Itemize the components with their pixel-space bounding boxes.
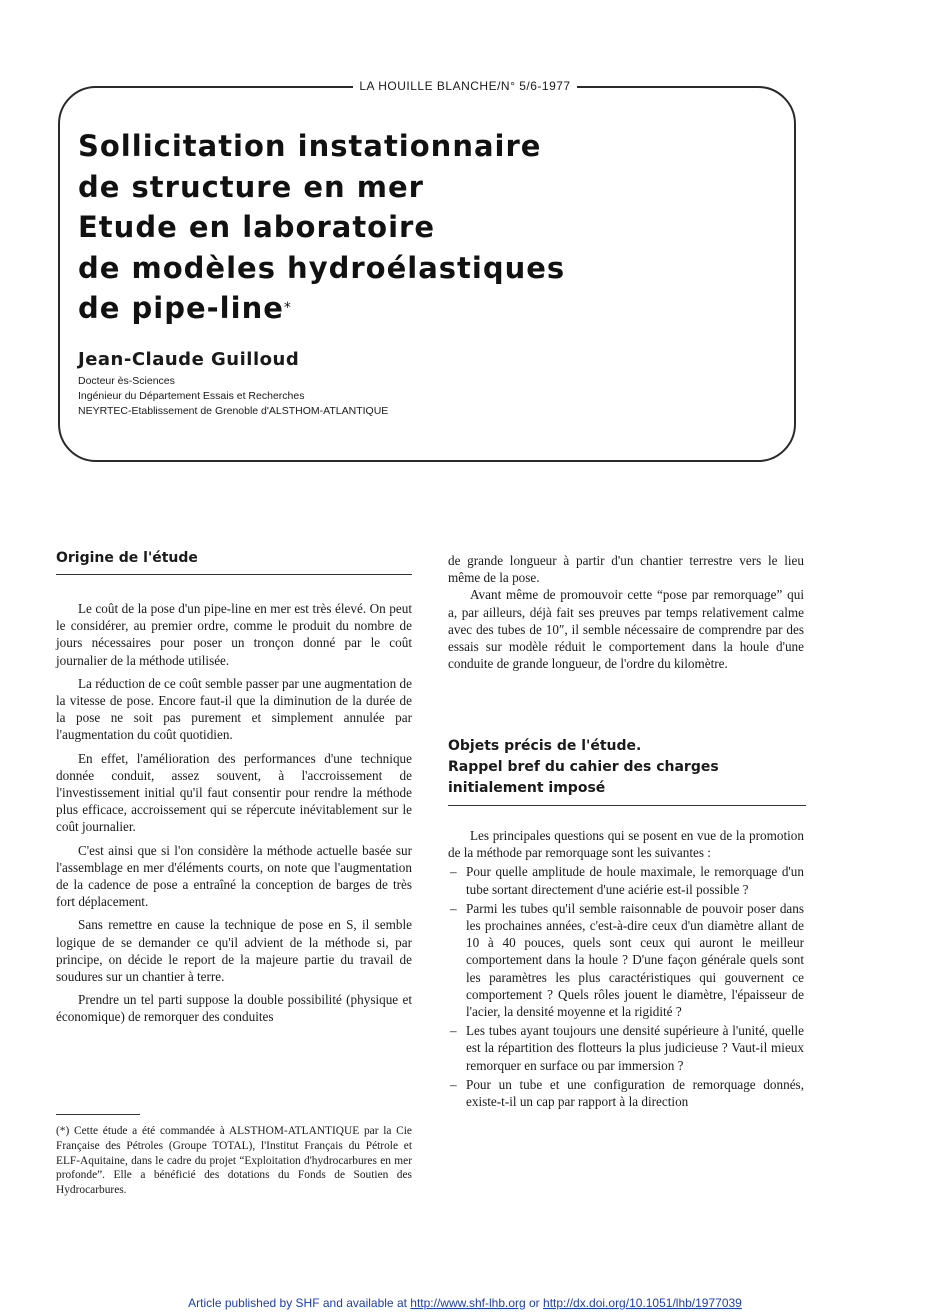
list-item-text: Pour quelle amplitude de houle maximale, le remorquage d'un tube sortant directement d'une aciérie est-il possible ? bbox=[466, 864, 804, 897]
paragraph: C'est ainsi que si l'on considère la méthode actuelle basée sur l'assemblage en mer d'éléments courts, on note que l'augmentation de la cadence de pose a entraîné la conception de barges de très fort déplacement. bbox=[56, 842, 412, 910]
footer-middle: or bbox=[525, 1296, 544, 1310]
list-item-text: Pour un tube et une configuration de remorquage donnés, existe-t-il un cap par rapport à la direction bbox=[466, 1076, 804, 1110]
heading-rule bbox=[56, 574, 412, 575]
footnote-rule bbox=[56, 1114, 140, 1115]
author-name: Jean-Claude Guilloud bbox=[78, 349, 300, 370]
author-affiliations bbox=[78, 374, 388, 419]
paragraph: Avant même de promouvoir cette “pose par remorquage” qui a, par ailleurs, déjà fait ses preuves par temps relativement calme avec des tubes de 10″, il semble nécessaire de comprendre par des essais sur modèle réduit le comportement dans la houle d'une conduite de grande longueur, de l'ordre du kilomètre. bbox=[448, 587, 804, 672]
paragraph: En effet, l'amélioration des performances d'une technique donnée conduit, assez souvent, à l'accroissement de l'investissement initial qu'il faut consentir pour rendre la méthode plus efficace, accroissement qui se répercute inévitablement sur le coût journalier. bbox=[56, 750, 412, 835]
section-heading-origine: Origine de l'étude bbox=[56, 550, 198, 566]
list-item-text: Parmi les tubes qu'il semble raisonnable de pouvoir poser dans les prochaines années, c'est-à-dire ceux d'un diamètre allant de 10 à 40 pouces, quels sont ceux qui auront le meilleur comportement dans la houle ? D'une façon générale quels sont les paramètres les plus caractéristiques qui gouvernent ce comportement ? Quels rôles jouent le diamètre, l'épaisseur de l'acier, la densité moyenne et la rigidité ? bbox=[466, 900, 804, 1020]
heading-line: Rappel bref du cahier des charges bbox=[448, 759, 719, 775]
doi-link[interactable]: http://dx.doi.org/10.1051/lhb/1977039 bbox=[543, 1296, 742, 1310]
footer-prefix: Article published by SHF and available at bbox=[188, 1296, 411, 1310]
shf-link[interactable]: http://www.shf-lhb.org bbox=[410, 1296, 526, 1310]
article-title bbox=[78, 126, 778, 329]
footnote: (*) Cette étude a été commandée à ALSTHOM-ATLANTIQUE par la Cie Française des Pétroles (Groupe TOTAL), l'Institut Français du Pétrole et ELF-Aquitaine, dans le cadre du projet “Exploitation d'hydrocarbures en mer profonde”. Elle a bénéficié des dotations du Fonds de Soutien des Hydrocarbures. bbox=[56, 1125, 412, 1197]
dash-bullet: – bbox=[450, 864, 457, 880]
dash-bullet: – bbox=[450, 1023, 457, 1039]
journal-name: LA HOUILLE BLANCHE/N° 5/6-1977 bbox=[353, 79, 576, 93]
affiliation-line: Docteur ès-Sciences bbox=[78, 375, 175, 387]
heading-line: initialement imposé bbox=[448, 780, 606, 796]
paragraph: Le coût de la pose d'un pipe-line en mer est très élevé. On peut le considérer, au premier ordre, comme le produit du nombre de jours nécessaires pour poser un tronçon donné par le coût journalier de la méthode utilisée. bbox=[56, 601, 412, 668]
left-column bbox=[56, 600, 412, 1026]
paragraph: Les principales questions qui se posent en vue de la promotion de la méthode par remorquage sont les suivantes : bbox=[448, 828, 804, 861]
list-item bbox=[448, 1022, 804, 1074]
paragraph: Sans remettre en cause la technique de pose en S, il semble logique de se demander ce qu'il advient de la méthode si, par principe, on décide le report de la majeure partie du travail de soudures sur un chantier à terre. bbox=[56, 917, 412, 985]
dash-bullet: – bbox=[450, 1076, 457, 1092]
publisher-footer bbox=[0, 1296, 930, 1310]
section-heading-objets bbox=[448, 736, 808, 799]
question-list bbox=[448, 863, 804, 1110]
paragraph: de grande longueur à partir d'un chantier terrestre vers le lieu même de la pose. bbox=[448, 553, 804, 586]
affiliation-line: Ingénieur du Département Essais et Recherches bbox=[78, 390, 305, 402]
title-line: de modèles hydroélastiques bbox=[78, 250, 566, 285]
title-line: Sollicitation instationnaire bbox=[78, 129, 542, 163]
list-item bbox=[448, 863, 804, 897]
title-line: Etude en laboratoire bbox=[78, 210, 436, 244]
footnote-marker: * bbox=[283, 300, 292, 316]
heading-rule bbox=[448, 805, 806, 806]
dash-bullet: – bbox=[450, 900, 457, 916]
heading-line: Objets précis de l'étude. bbox=[448, 738, 642, 754]
title-line: de structure en mer bbox=[78, 169, 424, 204]
title-line-text: de pipe-line bbox=[78, 291, 284, 325]
paragraph: La réduction de ce coût semble passer par une augmentation de la vitesse de pose. Encore faut-il que la diminution de la durée de la pose ne soit pas purement et simplement annulée par l'augmentation du coût quotidien. bbox=[56, 675, 412, 743]
right-column-bottom bbox=[448, 827, 804, 1110]
right-column-top bbox=[448, 552, 804, 672]
list-item bbox=[448, 1076, 804, 1110]
journal-header bbox=[0, 77, 930, 95]
paragraph: Prendre un tel parti suppose la double possibilité (physique et économique) de remorquer des conduites bbox=[56, 992, 412, 1025]
affiliation-line: NEYRTEC-Etablissement de Grenoble d'ALSTHOM-ATLANTIQUE bbox=[78, 405, 389, 417]
title-line bbox=[78, 288, 778, 329]
list-item-text: Les tubes ayant toujours une densité supérieure à l'unité, quelle est la répartition des flotteurs la plus judicieuse ? Vaut-il mieux remorquer en surface ou par immersion ? bbox=[466, 1023, 804, 1073]
list-item bbox=[448, 900, 804, 1020]
